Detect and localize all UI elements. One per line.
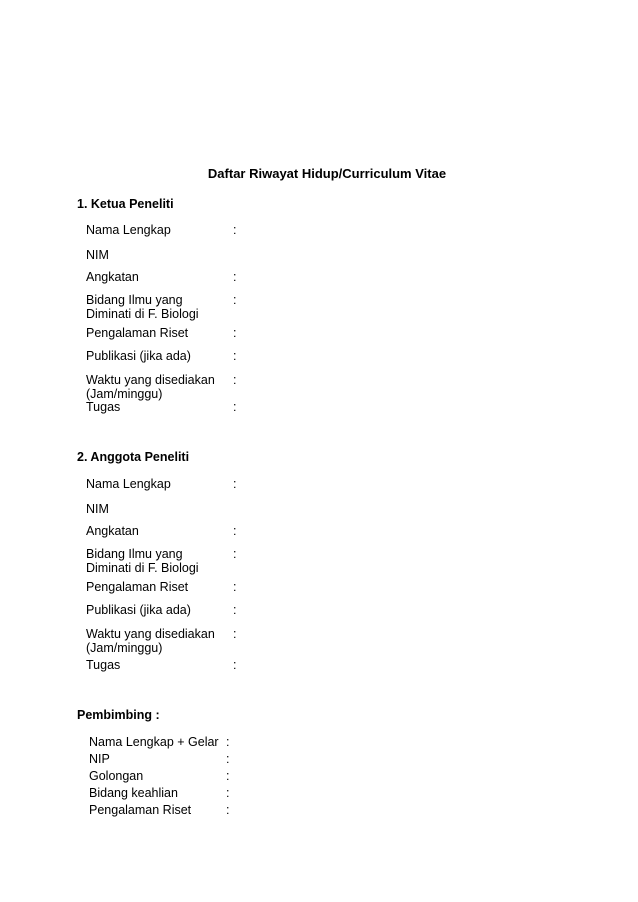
field-label: NIM (86, 248, 109, 262)
field-label: NIP (89, 752, 110, 766)
field-label: Waktu yang disediakan (Jam/minggu) (86, 627, 215, 655)
field-label: Nama Lengkap (86, 477, 171, 491)
field-label: Pengalaman Riset (86, 580, 189, 594)
field-colon: : (233, 524, 237, 538)
field-label: Angkatan (86, 270, 139, 284)
field-label: NIM (86, 502, 109, 516)
section-heading-pembimbing: Pembimbing : (77, 708, 160, 722)
field-colon: : (233, 400, 237, 414)
field-colon: : (233, 293, 237, 307)
field-colon: : (233, 477, 237, 491)
section-heading-anggota: 2. Anggota Peneliti (77, 450, 190, 464)
field-colon: : (233, 326, 237, 340)
field-colon: : (233, 547, 237, 561)
page-title: Daftar Riwayat Hidup/Curriculum Vitae (207, 166, 447, 181)
field-colon: : (226, 803, 230, 817)
field-colon: : (226, 786, 230, 800)
field-colon: : (226, 752, 230, 766)
field-colon: : (233, 627, 237, 641)
field-colon: : (233, 270, 237, 284)
field-colon: : (233, 223, 237, 237)
field-label: Pengalaman Riset (86, 326, 189, 340)
section-heading-ketua: 1. Ketua Peneliti (77, 197, 174, 211)
field-label: Tugas (86, 658, 121, 672)
field-label: Nama Lengkap (86, 223, 171, 237)
field-label: Bidang keahlian (89, 786, 178, 800)
field-label: Publikasi (jika ada) (86, 349, 191, 363)
field-colon: : (233, 580, 237, 594)
field-colon: : (233, 603, 237, 617)
field-colon: : (226, 769, 230, 783)
field-label: Bidang Ilmu yang Diminati di F. Biologi (86, 547, 199, 575)
field-label: Tugas (86, 400, 121, 414)
field-label: Angkatan (86, 524, 139, 538)
field-label: Golongan (89, 769, 144, 783)
field-label: Bidang Ilmu yang Diminati di F. Biologi (86, 293, 199, 321)
field-label: Nama Lengkap + Gelar (89, 735, 219, 749)
field-label: Pengalaman Riset (89, 803, 192, 817)
field-colon: : (233, 349, 237, 363)
field-label: Waktu yang disediakan (Jam/minggu) (86, 373, 215, 401)
field-colon: : (226, 735, 230, 749)
field-label: Publikasi (jika ada) (86, 603, 191, 617)
field-colon: : (233, 373, 237, 387)
field-colon: : (233, 658, 237, 672)
